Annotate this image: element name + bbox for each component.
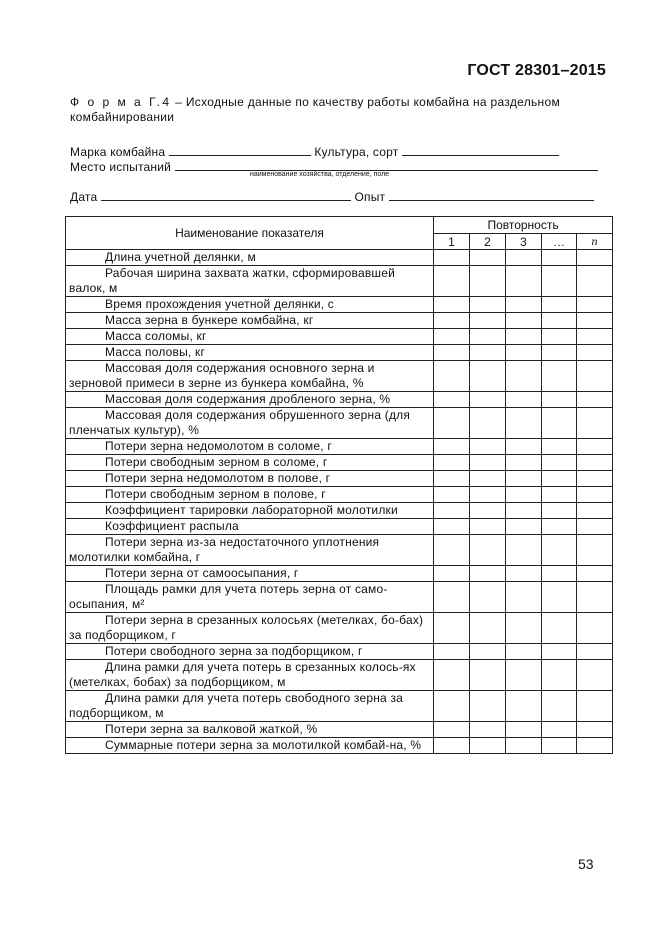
value-cell[interactable] (470, 455, 506, 471)
value-cell[interactable] (506, 660, 542, 691)
value-cell[interactable] (434, 266, 470, 297)
value-cell[interactable] (542, 535, 577, 566)
value-cell[interactable] (470, 439, 506, 455)
value-cell[interactable] (470, 691, 506, 722)
value-cell[interactable] (506, 313, 542, 329)
value-cell[interactable] (434, 297, 470, 313)
value-cell[interactable] (577, 738, 613, 754)
indicator-name: Масса половы, кг (66, 345, 434, 361)
value-cell[interactable] (434, 738, 470, 754)
value-cell[interactable] (506, 582, 542, 613)
value-cell[interactable] (577, 644, 613, 660)
value-cell[interactable] (542, 345, 577, 361)
value-cell[interactable] (577, 361, 613, 392)
combine-brand-field[interactable] (169, 143, 311, 156)
value-cell[interactable] (577, 722, 613, 738)
value-cell[interactable] (434, 519, 470, 535)
indicator-name: Массовая доля содержания обрушенного зерна (для пленчатых культур), % (66, 408, 434, 439)
value-cell[interactable] (470, 250, 506, 266)
value-cell[interactable] (542, 582, 577, 613)
table-row (66, 722, 613, 738)
indicator-name: Длина рамки для учета потерь в срезанных колось-ях (метелках, бобах) за подборщиком, м (66, 660, 434, 691)
value-cell[interactable] (542, 455, 577, 471)
value-cell[interactable] (434, 582, 470, 613)
value-cell[interactable] (434, 313, 470, 329)
indicator-name: Потери свободным зерном в соломе, г (66, 455, 434, 471)
indicator-name: Длина рамки для учета потерь свободного зерна за подборщиком, м (66, 691, 434, 722)
table-row (66, 250, 613, 266)
value-cell[interactable] (470, 644, 506, 660)
indicator-name: Рабочая ширина захвата жатки, сформировавшей валок, м (66, 266, 434, 297)
value-cell[interactable] (434, 471, 470, 487)
crop-field[interactable] (402, 143, 559, 156)
value-cell[interactable] (542, 266, 577, 297)
date-experiment-line (70, 188, 594, 204)
value-cell[interactable] (470, 582, 506, 613)
value-cell[interactable] (470, 519, 506, 535)
indicator-name: Коэффициент распыла (66, 519, 434, 535)
form-prefix: Ф о р м а Г.4 (70, 95, 172, 109)
value-cell[interactable] (506, 266, 542, 297)
indicator-name: Длина учетной делянки, м (66, 250, 434, 266)
indicator-name-header: Наименование показателя (66, 217, 434, 250)
value-cell[interactable] (506, 297, 542, 313)
value-cell[interactable] (470, 566, 506, 582)
value-cell[interactable] (434, 345, 470, 361)
value-cell[interactable] (470, 297, 506, 313)
value-cell[interactable] (542, 408, 577, 439)
repetition-header: Повторность (434, 217, 613, 234)
value-cell[interactable] (434, 487, 470, 503)
value-cell[interactable] (542, 660, 577, 691)
date-label: Дата (70, 190, 98, 204)
value-cell[interactable] (577, 660, 613, 691)
table-row (66, 392, 613, 408)
value-cell[interactable] (577, 566, 613, 582)
indicator-name: Потери зерна за валковой жаткой, % (66, 722, 434, 738)
indicator-name: Потери зерна недомолотом в соломе, г (66, 439, 434, 455)
value-cell[interactable] (434, 535, 470, 566)
value-cell[interactable] (434, 455, 470, 471)
value-cell[interactable] (434, 644, 470, 660)
table-row (66, 738, 613, 754)
table-row (66, 455, 613, 471)
value-cell[interactable] (577, 471, 613, 487)
value-cell[interactable] (434, 408, 470, 439)
value-cell[interactable] (577, 503, 613, 519)
form-title (70, 95, 610, 125)
value-cell[interactable] (542, 566, 577, 582)
indicator-name: Суммарные потери зерна за молотилкой комбай-на, % (66, 738, 434, 754)
value-cell[interactable] (470, 361, 506, 392)
test-site-label: Место испытаний (70, 160, 172, 174)
table-row (66, 644, 613, 660)
value-cell[interactable] (506, 329, 542, 345)
value-cell[interactable] (577, 266, 613, 297)
value-cell[interactable] (506, 613, 542, 644)
value-cell[interactable] (577, 345, 613, 361)
value-cell[interactable] (506, 535, 542, 566)
indicator-name: Площадь рамки для учета потерь зерна от само-осыпания, м² (66, 582, 434, 613)
value-cell[interactable] (434, 361, 470, 392)
value-cell[interactable] (470, 722, 506, 738)
table-row (66, 691, 613, 722)
value-cell[interactable] (470, 535, 506, 566)
value-cell[interactable] (470, 313, 506, 329)
indicator-name: Потери зерна от самоосыпания, г (66, 566, 434, 582)
value-cell[interactable] (542, 613, 577, 644)
value-cell[interactable] (542, 722, 577, 738)
repetition-column-3: 3 (506, 234, 542, 250)
indicator-name: Потери зерна в срезанных колосьях (метелках, бо-бах) за подборщиком, г (66, 613, 434, 644)
table-row (66, 613, 613, 644)
value-cell[interactable] (577, 297, 613, 313)
value-cell[interactable] (470, 266, 506, 297)
value-cell[interactable] (506, 361, 542, 392)
value-cell[interactable] (506, 250, 542, 266)
indicator-name: Массовая доля содержания основного зерна и зерновой примеси в зерне из бункера комбайна, % (66, 361, 434, 392)
table-row (66, 471, 613, 487)
test-site-field[interactable] (175, 158, 598, 171)
value-cell[interactable] (577, 313, 613, 329)
value-cell[interactable] (506, 503, 542, 519)
table-row (66, 408, 613, 439)
value-cell[interactable] (506, 722, 542, 738)
value-cell[interactable] (542, 503, 577, 519)
experiment-field[interactable] (389, 188, 594, 201)
value-cell[interactable] (506, 408, 542, 439)
value-cell[interactable] (577, 455, 613, 471)
brand-crop-line (70, 143, 559, 159)
value-cell[interactable] (542, 250, 577, 266)
value-cell[interactable] (470, 408, 506, 439)
value-cell[interactable] (506, 519, 542, 535)
value-cell[interactable] (470, 660, 506, 691)
repetition-column-2: 2 (470, 234, 506, 250)
value-cell[interactable] (542, 471, 577, 487)
value-cell[interactable] (577, 392, 613, 408)
value-cell[interactable] (434, 250, 470, 266)
value-cell[interactable] (542, 297, 577, 313)
table-row (66, 503, 613, 519)
standard-number: ГОСТ 28301–2015 (467, 62, 606, 79)
value-cell[interactable] (434, 691, 470, 722)
table-row (66, 313, 613, 329)
experiment-label: Опыт (354, 190, 386, 204)
value-cell[interactable] (470, 613, 506, 644)
combine-brand-label: Марка комбайна (70, 145, 166, 159)
value-cell[interactable] (434, 660, 470, 691)
value-cell[interactable] (542, 644, 577, 660)
repetition-column-5: n (577, 234, 613, 250)
table-row (66, 519, 613, 535)
indicator-name: Время прохождения учетной делянки, с (66, 297, 434, 313)
value-cell[interactable] (577, 535, 613, 566)
page-number: 53 (578, 856, 594, 872)
value-cell[interactable] (542, 691, 577, 722)
value-cell[interactable] (506, 471, 542, 487)
value-cell[interactable] (577, 250, 613, 266)
value-cell[interactable] (577, 691, 613, 722)
table-row (66, 329, 613, 345)
indicator-name: Потери свободного зерна за подборщиком, г (66, 644, 434, 660)
repetition-column-4: … (542, 234, 577, 250)
value-cell[interactable] (434, 566, 470, 582)
value-cell[interactable] (577, 613, 613, 644)
table-row (66, 345, 613, 361)
table-row (66, 535, 613, 566)
value-cell[interactable] (542, 392, 577, 408)
value-cell[interactable] (506, 566, 542, 582)
table-row (66, 361, 613, 392)
value-cell[interactable] (577, 582, 613, 613)
value-cell[interactable] (470, 738, 506, 754)
value-cell[interactable] (434, 392, 470, 408)
table-row (66, 297, 613, 313)
value-cell[interactable] (542, 329, 577, 345)
value-cell[interactable] (577, 487, 613, 503)
form-title-text: – Исходные данные по качеству работы комбайна на раздельном комбайнировании (70, 95, 561, 124)
indicator-name: Массовая доля содержания дробленого зерна, % (66, 392, 434, 408)
indicator-name: Потери зерна недомолотом в полове, г (66, 471, 434, 487)
value-cell[interactable] (506, 691, 542, 722)
value-cell[interactable] (434, 613, 470, 644)
value-cell[interactable] (506, 455, 542, 471)
input-data-table (65, 216, 613, 754)
indicator-name: Потери свободным зерном в полове, г (66, 487, 434, 503)
value-cell[interactable] (506, 644, 542, 660)
value-cell[interactable] (470, 471, 506, 487)
table-row (66, 660, 613, 691)
value-cell[interactable] (434, 439, 470, 455)
indicator-name: Потери зерна из-за недостаточного уплотнения молотилки комбайна, г (66, 535, 434, 566)
date-field[interactable] (101, 188, 351, 201)
value-cell[interactable] (434, 329, 470, 345)
value-cell[interactable] (542, 439, 577, 455)
table-row (66, 487, 613, 503)
value-cell[interactable] (542, 519, 577, 535)
value-cell[interactable] (470, 487, 506, 503)
value-cell[interactable] (542, 738, 577, 754)
value-cell[interactable] (577, 519, 613, 535)
value-cell[interactable] (542, 313, 577, 329)
table-row (66, 566, 613, 582)
value-cell[interactable] (470, 503, 506, 519)
value-cell[interactable] (434, 722, 470, 738)
repetition-column-1: 1 (434, 234, 470, 250)
value-cell[interactable] (470, 392, 506, 408)
value-cell[interactable] (506, 738, 542, 754)
value-cell[interactable] (577, 329, 613, 345)
table-row (66, 266, 613, 297)
value-cell[interactable] (506, 392, 542, 408)
value-cell[interactable] (577, 408, 613, 439)
value-cell[interactable] (506, 439, 542, 455)
value-cell[interactable] (470, 329, 506, 345)
indicator-name: Коэффициент тарировки лабораторной молотилки (66, 503, 434, 519)
table-row (66, 582, 613, 613)
value-cell[interactable] (434, 503, 470, 519)
test-site-caption: наименование хозяйства, отделение, поле (250, 171, 390, 178)
table-row (66, 439, 613, 455)
indicator-name: Масса зерна в бункере комбайна, кг (66, 313, 434, 329)
value-cell[interactable] (577, 439, 613, 455)
value-cell[interactable] (542, 361, 577, 392)
value-cell[interactable] (506, 487, 542, 503)
value-cell[interactable] (542, 487, 577, 503)
value-cell[interactable] (470, 345, 506, 361)
value-cell[interactable] (506, 345, 542, 361)
indicator-name: Масса соломы, кг (66, 329, 434, 345)
crop-label: Культура, сорт (314, 145, 399, 159)
